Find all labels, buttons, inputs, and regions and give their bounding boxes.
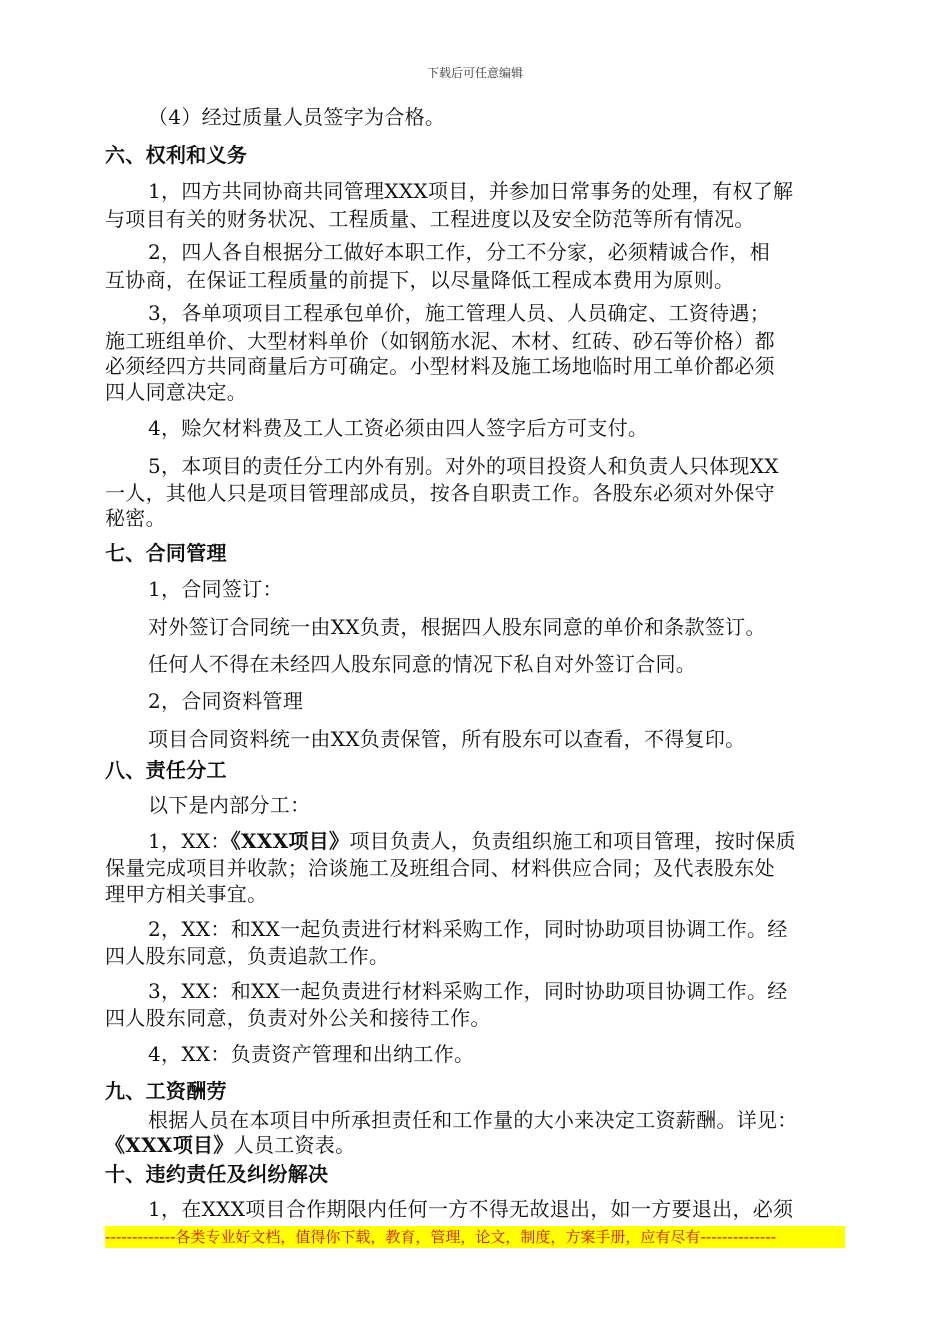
text-line: 1，四方共同协商共同管理XXX项目，并参加日常事务的处理，有权了解 <box>148 179 794 203</box>
text-line: 以下是内部分工： <box>148 793 311 817</box>
section-heading: 六、权利和义务 <box>105 143 248 167</box>
text-line: 2，四人各自根据分工做好本职工作，分工不分家，必须精诚合作，相 <box>148 240 771 264</box>
section-heading: 十、违约责任及纠纷解决 <box>105 1162 329 1186</box>
text-line: 3，XX：和XX一起负责进行材料采购工作，同时协助项目协调工作。经 <box>148 979 788 1003</box>
text-line: 与项目有关的财务状况、工程质量、工程进度以及安全防范等所有情况。 <box>105 207 755 231</box>
project-name-bold: 《XXX项目》 <box>105 1133 234 1157</box>
section-heading: 八、责任分工 <box>105 758 227 782</box>
text-line <box>105 1132 355 1159</box>
text-line: 任何人不得在未经四人股东同意的情况下私自对外签订合同。 <box>148 652 697 676</box>
text-line: 四人股东同意，负责对外公关和接待工作。 <box>105 1006 491 1030</box>
footer-banner: -------------各类专业好文档，值得你下载，教育，管理，论文，制度，方案手册，应有尽有-------------- <box>105 1226 845 1248</box>
project-name-bold: 《XXX项目》 <box>230 829 350 853</box>
text-line: 对外签订合同统一由XX负责，根据四人股东同意的单价和条款签订。 <box>148 615 766 639</box>
text-line: 3，各单项项目工程承包单价，施工管理人员、人员确定、工资待遇； <box>148 301 771 325</box>
text-line: 理甲方相关事宜。 <box>105 882 268 906</box>
text-line: 4，赊欠材料费及工人工资必须由四人签字后方可支付。 <box>148 416 649 440</box>
text-run: 1，XX： <box>148 829 231 853</box>
text-run: 人员工资表。 <box>233 1133 356 1157</box>
text-line: 秘密。 <box>105 506 166 530</box>
section-heading: 七、合同管理 <box>105 541 227 565</box>
text-line: 1，合同签订： <box>148 577 283 601</box>
text-line: 项目合同资料统一由XX负责保管，所有股东可以查看，不得复印。 <box>148 727 746 751</box>
text-line: 保量完成项目并收款；洽谈施工及班组合同、材料供应合同；及代表股东处 <box>105 856 775 880</box>
section-heading: 九、工资酬劳 <box>105 1079 227 1103</box>
text-run: 项目负责人，负责组织施工和项目管理，按时保质 <box>349 829 796 853</box>
text-line: 2，XX：和XX一起负责进行材料采购工作，同时协助项目协调工作。经 <box>148 917 788 941</box>
text-line: 根据人员在本项目中所承担责任和工作量的大小来决定工资薪酬。详见： <box>148 1108 798 1132</box>
text-line: 一人，其他人只是项目管理部成员，按各自职责工作。各股东必须对外保守 <box>105 481 775 505</box>
text-line: 互协商，在保证工程质量的前提下，以尽量降低工程成本费用为原则。 <box>105 268 735 292</box>
text-line: 必须经四方共同商量后方可确定。小型材料及施工场地临时用工单价都必须 <box>105 354 775 378</box>
text-line: 4，XX：负责资产管理和出纳工作。 <box>148 1042 475 1066</box>
text-line: 1，在XXX项目合作期限内任何一方不得无故退出，如一方要退出，必须 <box>148 1197 794 1221</box>
text-line: （4）经过质量人员签字为合格。 <box>148 105 446 129</box>
text-line: 5，本项目的责任分工内外有别。对外的项目投资人和负责人只体现XX <box>148 454 779 478</box>
text-line: 四人股东同意，负责追款工作。 <box>105 944 390 968</box>
text-line: 施工班组单价、大型材料单价（如钢筋水泥、木材、红砖、砂石等价格）都 <box>105 329 775 353</box>
text-line <box>148 828 796 855</box>
text-line: 2，合同资料管理 <box>148 689 304 713</box>
text-line: 四人同意决定。 <box>105 380 248 404</box>
page-header: 下载后可任意编辑 <box>426 66 523 80</box>
